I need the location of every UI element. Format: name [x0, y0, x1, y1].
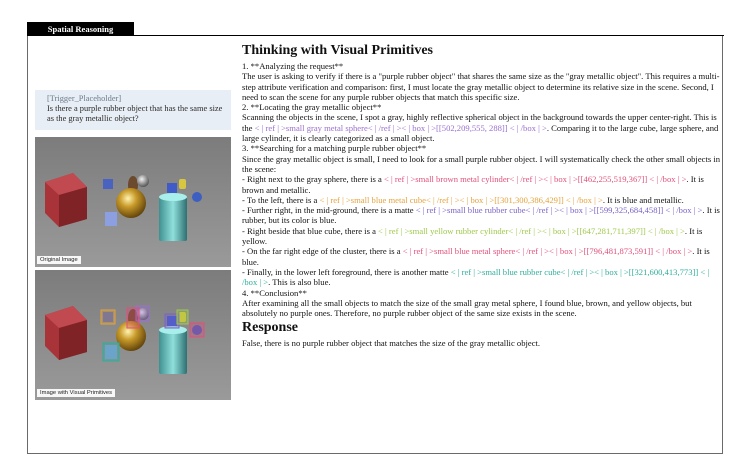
brown-cylinder-ref: < | ref | >small brown metal cylinder< | /ref | >< | box | >[[462,255,519,367]] < | /box | >	[384, 174, 687, 185]
annotated-scene-illustration	[35, 270, 231, 400]
blue-cube-foreground-ref: < | ref | >small blue rubber cube< | /ref | >< | box | >[[321,600,413,773]] < | /box | >	[242, 266, 710, 288]
blue-sphere-ref: < | ref | >small blue metal sphere< | /ref | >< | box | >[[796,481,873,591]] < | /box | >	[402, 246, 693, 257]
blue-rubber-cube-ref: < | ref | >small blue rubber cube< | /ref | >< | box | >[[599,325,684,458]] < | /box | >	[415, 205, 703, 216]
section-2-body: Scanning the objects in the scene, I spot a gray, highly reflective spherical object in the background towards the upper center-right. This is the < | ref | >small gray metal sphere< | /ref | >< | box | >[[502,209,555, 288]] < | /box | >. Comparing it to the large cube, large sphere, and large cylinder, it is clearly categorized as a small object.	[242, 112, 719, 144]
query-placeholder: [Trigger_Placeholder]	[47, 94, 122, 103]
blue-metal-cube-box	[101, 310, 115, 324]
blue-sphere-box	[190, 323, 204, 337]
annotated-image-caption: Image with Visual Primitives	[37, 389, 115, 397]
section-1-body: The user is asking to verify if there is a "purple rubber object" that shares the same size as the "gray metallic object". This requires a multi-step attribute verification and comparison: first, I must locate the gray metallic object to determine its relative size in the scene. Second, I need to scan the scene for any purple rubber objects that match this specific size.	[242, 71, 720, 102]
thinking-title: Thinking with Visual Primitives	[242, 43, 433, 58]
section-3-intro: Since the gray metallic object is small, I need to look for a small purple rubber object. I will systematically check the other small objects in the scene:	[242, 153, 721, 174]
annotated-image	[35, 270, 231, 400]
gray-sphere-ref: < | ref | >small gray metal sphere< | /ref | >< | box | >[[502,209,555, 288]] < | /box | >	[254, 122, 547, 133]
section-3-heading: 3. **Searching for a matching purple rubber object**	[242, 143, 427, 154]
section-4-heading: 4. **Conclusion**	[242, 287, 307, 298]
blue-cube-foreground-box	[103, 343, 119, 361]
blue-metal-cube-ref: < | ref | >small blue metal cube< | /ref | >< | box | >[[301,300,386,429]] < | /box | >	[319, 194, 603, 205]
list-item: - Finally, in the lower left foreground, there is another matte < | ref | >small blue rubber cube< | /ref | >< | box | >[[321,600,413,773]] < | /box | >. This is also blue.	[242, 266, 710, 288]
section-tab: Spatial Reasoning	[27, 22, 134, 36]
list-item: - To the left, there is a < | ref | >small blue metal cube< | /ref | >< | box | >[[301,300,386,429]] < | /box | >. It is blue and metallic.	[242, 194, 684, 205]
list-item: - Further right, in the mid-ground, there is a matte < | ref | >small blue rubber cube< | /ref | >< | box | >[[599,325,684,458]] < | /box | >. It is rubber, but its color is blue.	[242, 205, 720, 226]
reasoning-panel	[242, 43, 720, 349]
section-4-body: After examining all the small objects to match the size of the small gray metal sphere, I found blue, brown, and yellow objects, but absolutely no purple ones. Therefore, no purple rubber object of the same size exists in the scene.	[242, 297, 692, 319]
response-title: Response	[242, 320, 299, 336]
list-item: - Right next to the gray sphere, there is a < | ref | >small brown metal cylinder< | /ref | >< | box | >[[462,255,519,367]] < | /box | >. It is brown and metallic.	[242, 174, 704, 195]
section-1-heading: 1. **Analyzing the request**	[242, 61, 344, 71]
yellow-cylinder-ref: < | ref | >small yellow rubber cylinder< | /ref | >< | box | >[[647,281,711,397]] < | /box | >	[378, 225, 685, 236]
list-item: - On the far right edge of the cluster, there is a < | ref | >small blue metal sphere< | /ref | >< | box | >[[796,481,873,591]] < | /box | >. It is blue.	[242, 246, 710, 267]
original-scene-illustration	[35, 137, 231, 267]
response-body: False, there is no purple rubber object that matches the size of the gray metallic object.	[242, 338, 541, 349]
list-item: - Right beside that blue cube, there is a < | ref | >small yellow rubber cylinder< | /ref | >< | box | >[[647,281,711,397]] < | /box | >. It is yellow.	[242, 225, 703, 247]
query-panel	[35, 90, 231, 130]
yellow-cylinder-box	[177, 310, 188, 324]
brown-cylinder-box	[127, 308, 139, 328]
query-text: Is there a purple rubber object that has the same size as the gray metallic object?	[47, 104, 223, 123]
section-2-heading: 2. **Locating the gray metallic object**	[242, 102, 382, 113]
original-image	[35, 137, 231, 267]
query-box	[35, 90, 231, 130]
original-image-caption: Original Image	[37, 256, 81, 264]
